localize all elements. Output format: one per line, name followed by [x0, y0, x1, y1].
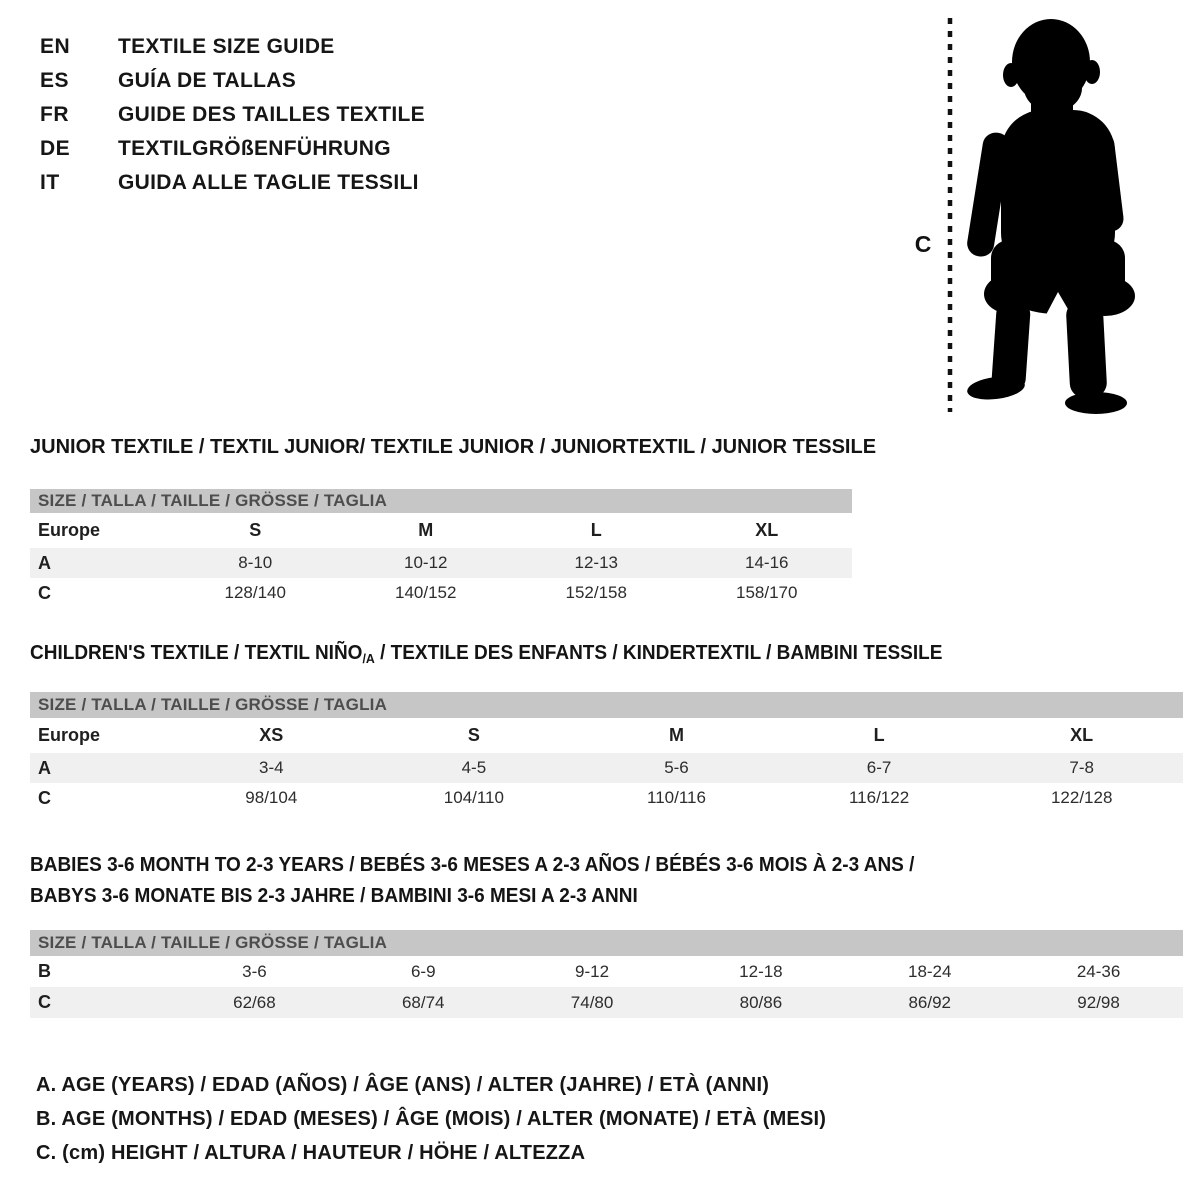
children-height-row [30, 783, 1183, 813]
row-label: A [38, 552, 51, 573]
value-cell: 110/116 [647, 788, 706, 807]
footnote-b: B. AGE (MONTHS) / EDAD (MESES) / ÂGE (MOIS) / ALTER (MONATE) / ETÀ (MESI) [36, 1107, 827, 1130]
language-title: GUÍA DE TALLAS [118, 69, 297, 92]
value-cell: 3-6 [242, 961, 267, 981]
language-code: DE [40, 137, 71, 160]
junior-age-row [30, 548, 852, 578]
language-row-de [40, 132, 425, 166]
value-cell: 12-13 [574, 553, 618, 572]
row-label: C [38, 992, 51, 1012]
size-header-cell: M [668, 725, 684, 745]
value-cell: 62/68 [233, 992, 276, 1012]
baby-silhouette [965, 19, 1135, 414]
language-title: TEXTILE SIZE GUIDE [118, 35, 335, 58]
value-cell: 6-9 [410, 961, 436, 981]
size-header-cell: S [467, 725, 480, 745]
language-code: ES [40, 69, 70, 92]
footnote-a: A. AGE (YEARS) / EDAD (AÑOS) / ÂGE (ANS) / ALTER (JAHRE) / ETÀ (ANNI) [36, 1073, 770, 1096]
junior-size-table [30, 513, 852, 608]
children-title-sub: /A [362, 651, 375, 666]
value-cell: 14-16 [745, 553, 789, 572]
baby-ear-right [1084, 60, 1100, 84]
value-cell: 6-7 [866, 758, 892, 777]
language-code: IT [40, 171, 60, 194]
toddler-figure [895, 12, 1195, 414]
value-cell: 4-5 [461, 758, 487, 777]
children-title-pre: CHILDREN'S TEXTILE / TEXTIL NIÑO [30, 642, 363, 664]
language-code: FR [40, 103, 69, 126]
value-cell: 18-24 [907, 961, 952, 981]
value-cell: 98/104 [245, 788, 298, 807]
junior-size-header-bar [30, 489, 852, 513]
value-cell: 8-10 [238, 553, 273, 572]
language-title: GUIDE DES TAILLES TEXTILE [118, 103, 425, 126]
value-cell: 24-36 [1076, 961, 1121, 981]
babies-size-table [30, 956, 1183, 1018]
row-label: C [38, 582, 51, 603]
size-header-cell: XL [755, 520, 779, 540]
size-header-cell: M [418, 520, 434, 540]
value-cell: 80/86 [739, 992, 783, 1012]
babies-title-line1: BABIES 3-6 MONTH TO 2-3 YEARS / BEBÉS 3-6 MESES A 2-3 AÑOS / BÉBÉS 3-6 MOIS À 2-3 ANS / [30, 854, 915, 876]
babies-size-header-bar [30, 930, 1183, 956]
value-cell: 86/92 [908, 992, 951, 1012]
size-bar-label: SIZE / TALLA / TAILLE / GRÖSSE / TAGLIA [38, 933, 388, 952]
children-size-table [30, 718, 1183, 813]
region-label: Europe [38, 520, 101, 540]
babies-months-row [30, 956, 1183, 987]
size-header-cell: L [590, 520, 602, 540]
children-section-title [30, 640, 942, 672]
value-cell: 128/140 [224, 583, 286, 602]
language-row-es [40, 64, 425, 98]
value-cell: 9-12 [575, 961, 610, 981]
footnote-c: C. (cm) HEIGHT / ALTURA / HAUTEUR / HÖHE / ALTEZZA [36, 1141, 586, 1164]
size-header-cell: XS [259, 725, 284, 745]
value-cell: 5-6 [664, 758, 689, 777]
babies-height-row [30, 987, 1183, 1018]
language-title: TEXTILGRÖßENFÜHRUNG [118, 137, 391, 160]
babies-title-line2: BABYS 3-6 MONATE BIS 2-3 JAHRE / BAMBINI 3-6 MESI A 2-3 ANNI [30, 885, 638, 907]
junior-height-row [30, 578, 852, 608]
region-label: Europe [38, 725, 101, 745]
value-cell: 116/122 [848, 788, 910, 807]
value-cell: 74/80 [570, 992, 614, 1012]
junior-section-title: JUNIOR TEXTILE / TEXTIL JUNIOR/ TEXTILE JUNIOR / JUNIORTEXTIL / JUNIOR TESSILE [30, 436, 877, 458]
size-header-cell: S [249, 520, 262, 540]
size-header-cell: XL [1070, 725, 1094, 745]
row-label: A [38, 757, 51, 778]
value-cell: 122/128 [1050, 788, 1113, 807]
value-cell: 158/170 [736, 583, 798, 602]
size-bar-label: SIZE / TALLA / TAILLE / GRÖSSE / TAGLIA [38, 695, 388, 714]
language-row-fr [40, 98, 425, 132]
size-header-cell: L [873, 725, 885, 745]
children-title-post: / TEXTILE DES ENFANTS / KINDERTEXTIL / BAMBINI TESSILE [374, 642, 943, 664]
value-cell: 140/152 [395, 583, 457, 602]
value-cell: 68/74 [401, 992, 445, 1012]
row-label: B [38, 961, 51, 981]
row-label: C [38, 787, 51, 808]
language-row-en [40, 30, 425, 64]
value-cell: 152/158 [565, 583, 627, 602]
babies-section-title [30, 850, 914, 912]
language-code: EN [40, 35, 71, 58]
junior-region-row [30, 513, 852, 548]
value-cell: 104/110 [443, 788, 504, 807]
children-region-row [30, 718, 1183, 753]
children-size-header-bar [30, 692, 1183, 718]
language-title: GUIDA ALLE TAGLIE TESSILI [118, 171, 419, 194]
value-cell: 7-8 [1069, 758, 1094, 777]
size-bar-label: SIZE / TALLA / TAILLE / GRÖSSE / TAGLIA [38, 491, 388, 510]
language-title-block [40, 30, 425, 200]
footnote-block [36, 1068, 826, 1170]
value-cell: 92/98 [1077, 992, 1120, 1012]
language-row-it [40, 166, 425, 200]
value-cell: 3-4 [259, 758, 284, 777]
children-age-row [30, 753, 1183, 783]
dimension-label-c: C [914, 231, 932, 257]
value-cell: 10-12 [404, 553, 448, 572]
value-cell: 12-18 [739, 961, 783, 981]
baby-ear-left [1003, 63, 1019, 87]
